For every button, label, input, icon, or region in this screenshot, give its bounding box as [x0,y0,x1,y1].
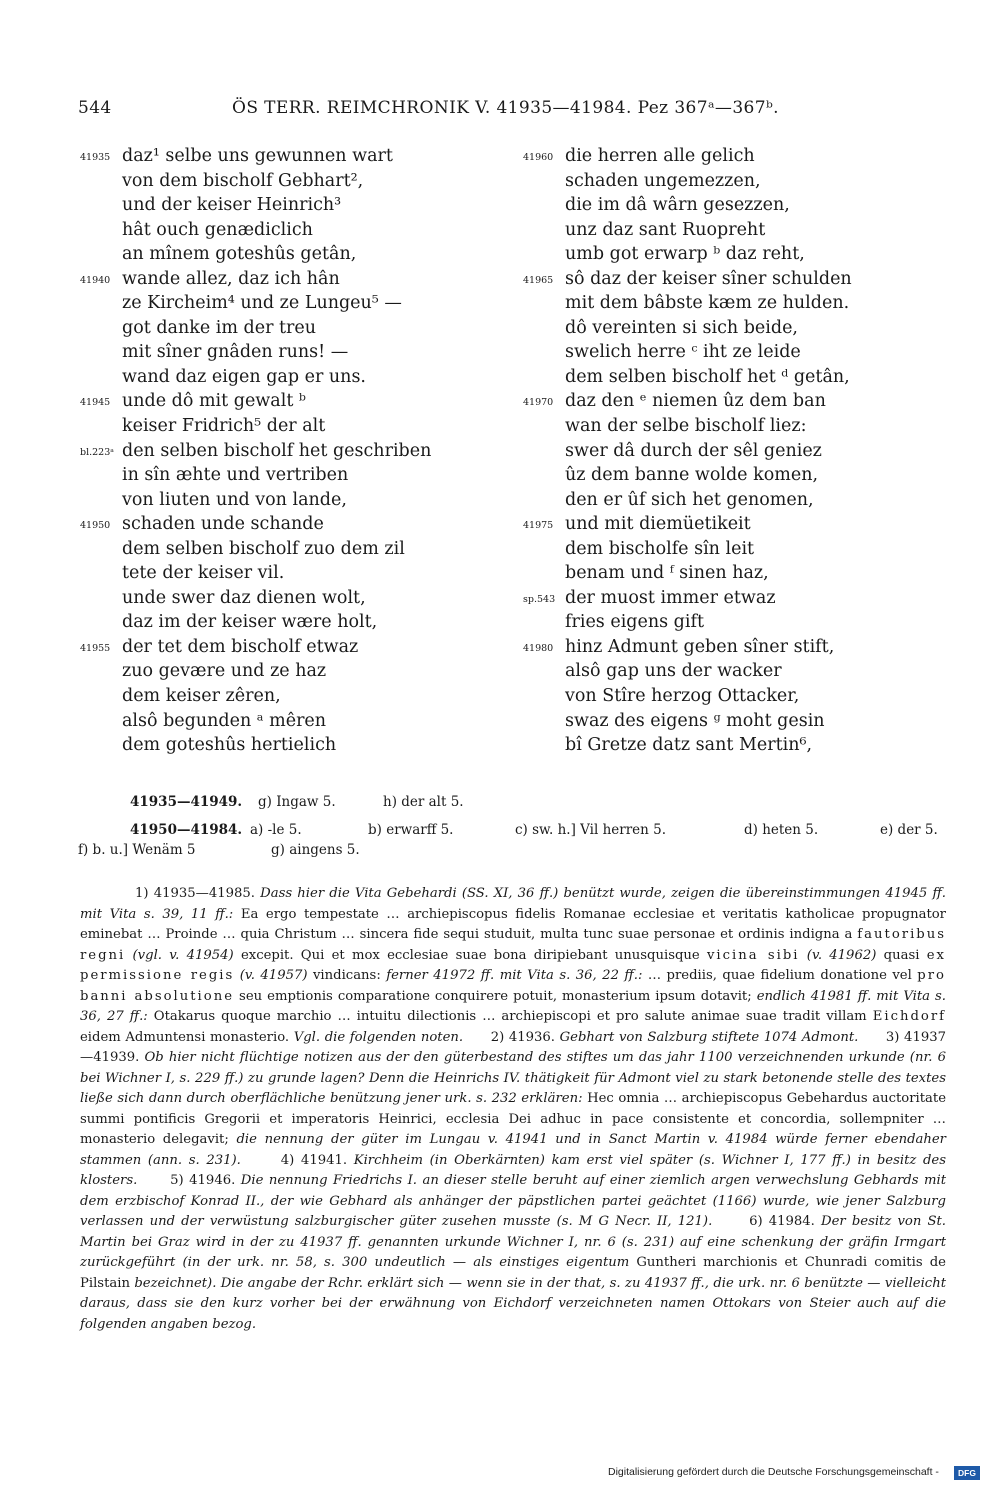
verse-text: fries eigens gift [565,612,704,633]
verse-line [80,635,520,660]
verse-line [523,389,963,414]
verse-text: in sîn æhte und vertriben [122,465,349,486]
verse-text: und der keiser Heinrich³ [122,195,342,216]
verse-line [80,439,520,464]
line-number: 41965 [523,274,554,286]
verse-text: von Stîre herzog Ottacker, [565,686,800,707]
line-number: 41960 [523,152,554,163]
verse-text: der muost immer etwaz [565,587,776,608]
verse-text: keiser Fridrich⁵ der alt [122,416,326,437]
verse-column-right [523,144,963,758]
verse-text: dô vereinten si sich beide, [565,317,798,338]
verse-text: mit sîner gnâden runs! — [122,342,349,363]
note-text: Dass hier die Vita Gebehardi (SS. XI, 36 ff.) benützt wurde, zeigen die übereinstimmungen 41945 ff. mit Vita s. 39, 11 ff.: [80,886,947,922]
verse-text: dem bischolfe sîn leit [565,538,755,559]
verse-text: daz¹ selbe uns gewunnen wart [122,146,393,166]
verse-line [80,512,520,537]
note-text: Kirchheim (in Oberkärnten) kam erst viel später (s. Wichner I, 177 ff.) in besitz des klosters. [80,1152,946,1188]
verse-line [523,291,963,316]
verse-text: unz daz sant Ruopreht [565,219,766,240]
apparatus-row [78,792,958,812]
verse-text: unde swer daz dienen wolt, [122,587,366,608]
note-text: (v. 41957) [239,968,308,983]
line-number: sp.543 [523,593,556,605]
apparatus-entry: c) sw. h.] Vil herren 5. [515,822,667,838]
verse-text: hinz Admunt geben sîner stift, [565,636,835,657]
verse-line [80,733,520,758]
quote-text: excepit. Qui et mox ecclesiae suae bona diripiebant unusquisque [240,947,700,963]
verse-text: dem selben bischolf zuo dem zil [122,538,405,559]
verse-text: dem goteshûs hertielich [122,735,337,756]
verse-text: sô daz der keiser sîner schulden [565,268,852,289]
verse-line [80,709,520,734]
line-number: 41955 [80,642,111,654]
note-text: undeutlich — als einstiges eigentum [374,1255,630,1270]
quote-text: Hec omnia … archiepiscopus Gebehardus auctoritate summi pontificis Gregorii et imperatoris Heinrici, ecclesia Dei adhuc in pace consistente et concordia, sollempniter … monasterio delegavit; [80,1091,947,1147]
verse-line [523,193,963,218]
note-3-ref: 3) 41937—41939. [80,1029,947,1065]
verse-line [523,488,963,513]
note-text: (v. 41962) [806,947,877,963]
verse-line [80,389,520,414]
spaced-text: pro banni absolutione [80,968,946,1004]
quote-text: Otakarus quoque marchio … intuitu dilectionis … archiepiscopi et pro salute animae suae tradit villam [153,1009,867,1024]
line-number: 41940 [80,274,111,286]
spaced-text: ex permissione regis [80,947,946,983]
verse-line [80,463,520,488]
verse-line [80,144,520,169]
verse-text: wan der selbe bischolf liez: [565,416,807,437]
verse-line [523,414,963,439]
spaced-text: vicina sibi [706,947,800,963]
apparatus-range-label: 41950—41984. [130,822,243,838]
line-number: 41980 [523,642,554,654]
verse-line [523,218,963,243]
verse-line [80,291,520,316]
note-text: die nennung der güter im Lungau v. 41941 und in Sanct Martin v. 41984 würde ferner ebendaher stammen (ann. s. 231). [80,1132,946,1168]
verse-text: und mit diemüetikeit [565,514,751,535]
apparatus-range-label: 41935—41949. [130,794,243,810]
line-number: 41935 [80,152,111,163]
quote-text: eidem Admuntensi monasterio. [80,1029,290,1045]
verse-line [523,267,963,292]
verse-text: ze Kircheim⁴ und ze Lungeu⁵ — [122,293,402,314]
verse-text: an mînem goteshûs getân, [122,244,357,265]
verse-text: umb got erwarp ᵇ daz reht, [565,244,805,265]
quote-text: Guntheri marchionis et Chunradi comitis de Pilstain [80,1255,946,1291]
note-2-ref: 2) 41936. [490,1029,555,1045]
footnotes [80,884,946,1335]
note-text: ferner 41972 ff. mit Vita s. 36, 22 ff.: [386,968,643,983]
verse-line [80,340,520,365]
note-text: Die nennung Friedrichs I. an dieser stelle beruht auf einer ziemlich argen verwechslung Gebhards mit dem erzbischof Konrad II., der wie Gebhard als anhänger der päpstlichen partei geächtet (1166) wurde, wie jener Salzburg verlassen und der verwüstung salzburgischer güter zusehen musste (s. M G Necr. II, 121). [80,1173,947,1229]
verse-line [80,414,520,439]
verse-text: schaden unde schande [122,514,324,535]
verse-line [80,169,520,194]
verse-line [80,316,520,341]
quote-text: Ea ergo tempestate … archiepiscopus fidelis Romanae ecclesiae et veritatis katholicae propugnator eminebat … Proinde … quia Christum … sincera fide sequi studuit, multa tunc suae personae et ordinis indigna a [80,906,946,942]
verse-text: alsô begunden ᵃ mêren [122,710,327,731]
verse-line [80,561,520,586]
verse-text: die im dâ wârn gesezzen, [565,195,790,216]
line-number: 41975 [523,520,554,532]
verse-line [523,144,963,169]
verse-text: schaden ungemezzen, [565,170,761,191]
note-4-ref: 4) 41941. [280,1152,348,1168]
line-number: 41945 [80,397,111,409]
verse-text: swaz des eigens ᵍ moht gesin [565,710,825,731]
verse-text: swer dâ durch der sêl geniez [565,440,822,461]
verse-line [523,659,963,684]
verse-line [523,365,963,390]
verse-column-left [80,144,520,758]
note-text: Vgl. die folgenden noten. [293,1029,464,1045]
verse-line [80,267,520,292]
verse-text: hât ouch genædiclich [122,219,313,240]
note-text: Ob hier nicht flüchtige notizen aus der den güterbestand des stiftes um das jahr 1100 verzeichnenden urkunde (nr. 6 bei Wichner I, s. 229 ff.) zu grunde lagen? Denn die Heinrichs IV. thätigkeit für Admont viel zu stark betonende stelle des textes ließe sich dann durch oberflächliche benützung jener urk. s. 232 erklären: [80,1050,946,1106]
verse-text: got danke im der treu [122,317,317,338]
verse-line [80,537,520,562]
verse-line [80,218,520,243]
verse-text: bî Gretze datz sant Mertin⁶, [565,735,813,756]
verse-line [523,635,963,660]
note-1-ref: 1) 41935—41985. [135,886,255,901]
line-number: bl.223ᵃ [80,446,114,458]
verse-text: alsô gap uns der wacker [565,661,782,682]
verse-text: unde dô mit gewalt ᵇ [122,391,306,412]
verse-line [523,733,963,758]
apparatus-row [78,840,958,860]
apparatus-entry: g) aingens 5. [271,842,360,858]
verse-text: zuo gevære und ze haz [122,661,327,682]
verse-line [80,365,520,390]
verse-text: den selben bischolf het geschriben [122,440,432,461]
verse-line [80,684,520,709]
credit-text: Digitalisierung gefördert durch die Deutsche Forschungsgemeinschaft - [608,1466,939,1478]
verse-line [523,242,963,267]
verse-text: mit dem bâbste kæm ze hulden. [565,293,850,314]
verse-line [80,659,520,684]
quote-text: quasi [883,947,920,963]
line-number: 41970 [523,397,554,409]
quote-text: … prediis, quae fidelium donatione vel [647,968,912,983]
apparatus-entry: f) b. u.] Wenäm 5 [78,842,196,858]
verse-line [523,316,963,341]
verse-text: dem selben bischolf het ᵈ getân, [565,366,850,387]
verse-line [523,610,963,635]
apparatus-entry: g) Ingaw 5. [258,794,336,810]
verse-line [80,610,520,635]
quote-text: seu emptionis comparatione conquirere potuit, monasterium ipsum dotavit; [239,988,752,1004]
note-text: endlich 41981 ff. mit Vita s. 36, 27 ff.: [80,988,946,1024]
verse-line [523,684,963,709]
verse-line [523,561,963,586]
apparatus-entry: b) erwarff 5. [368,822,454,838]
verse-line [523,340,963,365]
verse-text: daz im der keiser wære holt, [122,612,378,633]
verse-text: dem keiser zêren, [122,686,281,707]
verse-line [523,169,963,194]
verse-line [80,242,520,267]
note-text: Der besitz von St. Martin bei Graz wird in der zu 41937 ff. genannten urkunde Wichner I, nr. 6 (s. 231) auf eine schenkung der gräfin Irmgart zurückgeführt (in der urk. nr. 58, s. 300 [80,1214,946,1270]
verse-line [523,586,963,611]
verse-line [523,709,963,734]
verse-text: die herren alle gelich [565,146,755,166]
apparatus-row [78,820,958,840]
apparatus-entry: e) der 5. [880,822,938,838]
note-text: (vgl. v. 41954) [132,947,234,963]
running-title: ÖS TERR. REIMCHRONIK V. 41935—41984. Pez 367ᵃ—367ᵇ. [232,98,779,118]
verse-line [523,537,963,562]
verse-text: daz den ᵉ niemen ûz dem ban [565,391,826,412]
apparatus-entry: h) der alt 5. [383,794,464,810]
note-text: Gebhart von Salzburg stiftete 1074 Admont. [559,1029,859,1045]
verse-text: wand daz eigen gap er uns. [122,366,366,387]
critical-apparatus [78,792,958,860]
note-text: bezeichnet). Die angabe der Rchr. erklärt sich — wenn sie in der that, s. zu 41937 ff., die urk. nr. 6 benützte — vielleicht daraus, dass sie den kurz vorher bei der erwähnung von Eichdorf verzeichneten namen Ottokars von Steier auch auf die folgenden angaben bezog. [80,1275,946,1332]
verse-text: der tet dem bischolf etwaz [122,636,359,657]
verse-text: von liuten und von lande, [122,489,347,510]
verse-text: ûz dem banne wolde komen, [565,465,819,486]
apparatus-entry: d) heten 5. [744,822,819,838]
spaced-text: fautoribus regni [80,927,946,963]
verse-line [523,512,963,537]
spaced-text: Eichdorf [872,1009,947,1024]
note-6-ref: 6) 41984. [749,1214,815,1229]
verse-text: von dem bischolf Gebhart², [122,170,364,191]
line-number: 41950 [80,520,111,532]
verse-text: wande allez, daz ich hân [122,268,340,289]
page-number: 544 [78,98,112,118]
page-header [78,98,958,122]
digitization-credit [608,1466,982,1482]
dfg-logo: DFG [954,1466,980,1480]
verse-text: swelich herre ᶜ iht ze leide [565,342,801,363]
quote-text: vindicans: [312,968,381,983]
apparatus-entry: a) -le 5. [250,822,302,838]
verse-text: den er ûf sich het genomen, [565,489,814,510]
note-5-ref: 5) 41946. [170,1173,236,1188]
verse-text: benam und ᶠ sinen haz, [565,563,769,584]
verse-line [80,586,520,611]
verse-line [80,488,520,513]
verse-line [80,193,520,218]
verse-line [523,463,963,488]
verse-line [523,439,963,464]
verse-text: tete der keiser vil. [122,563,285,584]
